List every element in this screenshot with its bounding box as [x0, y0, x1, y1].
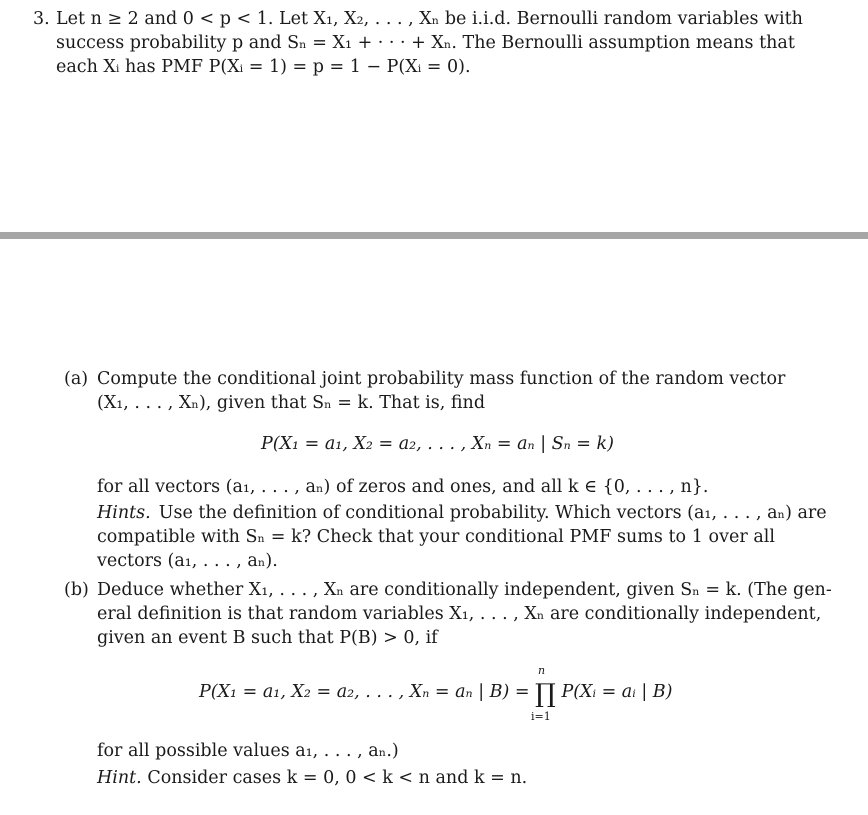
part-b-hint-label: Hint. — [97, 768, 142, 788]
part-a-after-equation: for all vectors (a₁, . . . , aₙ) of zeros and ones, and all k ∈ {0, . . . , n}. — [97, 477, 709, 497]
product-upper-limit: n — [538, 664, 546, 677]
part-a-hint-line-1 — [97, 502, 827, 524]
product-lower-limit: i=1 — [531, 710, 551, 723]
part-a-hint-line-3: vectors (a₁, . . . , aₙ). — [97, 551, 278, 571]
problem-line-2: success probability p and Sₙ = X₁ + · · · + Xₙ. The Bernoulli assumption means that — [56, 33, 795, 53]
part-b-equation-rhs: P(Xᵢ = aᵢ | B) — [561, 682, 673, 702]
page-divider — [0, 232, 868, 239]
part-a-equation: P(X₁ = a₁, X₂ = a₂, . . . , Xₙ = aₙ | Sₙ = k) — [261, 434, 614, 454]
part-b-equation — [199, 679, 673, 709]
part-a-hint-1: Use the definition of conditional probability. Which vectors (a₁, . . . , aₙ) are — [158, 503, 827, 523]
problem-number: 3. — [33, 9, 50, 29]
part-b-equation-lhs: P(X₁ = a₁, X₂ = a₂, . . . , Xₙ = aₙ | B) = — [199, 682, 530, 702]
part-b-line-1: Deduce whether X₁, . . . , Xₙ are conditionally independent, given Sₙ = k. (The gen- — [97, 580, 832, 600]
part-b-line-3: given an event B such that P(B) > 0, if — [97, 628, 438, 648]
part-b-hint-text: Consider cases k = 0, 0 < k < n and k = n. — [147, 768, 528, 788]
problem-line-1: Let n ≥ 2 and 0 < p < 1. Let X₁, X₂, . . . , Xₙ be i.i.d. Bernoulli random variables with — [56, 9, 803, 29]
part-b-after-equation: for all possible values a₁, . . . , aₙ.) — [97, 741, 399, 761]
part-b-hint — [97, 767, 527, 789]
problem-line-3: each Xᵢ has PMF P(Xᵢ = 1) = p = 1 − P(Xᵢ = 0). — [56, 57, 471, 77]
part-b-line-2: eral definition is that random variables X₁, . . . , Xₙ are conditionally independent, — [97, 604, 822, 624]
part-a-label: (a) — [64, 369, 89, 389]
part-b-label: (b) — [64, 580, 89, 600]
part-a-line-2: (X₁, . . . , Xₙ), given that Sₙ = k. That is, find — [97, 393, 486, 413]
part-a-line-1: Compute the conditional joint probability mass function of the random vector — [97, 369, 786, 389]
part-a-hint-line-2: compatible with Sₙ = k? Check that your conditional PMF sums to 1 over all — [97, 527, 775, 547]
product-symbol: ∏ — [535, 679, 556, 709]
part-a-hints-label: Hints. — [97, 503, 151, 523]
